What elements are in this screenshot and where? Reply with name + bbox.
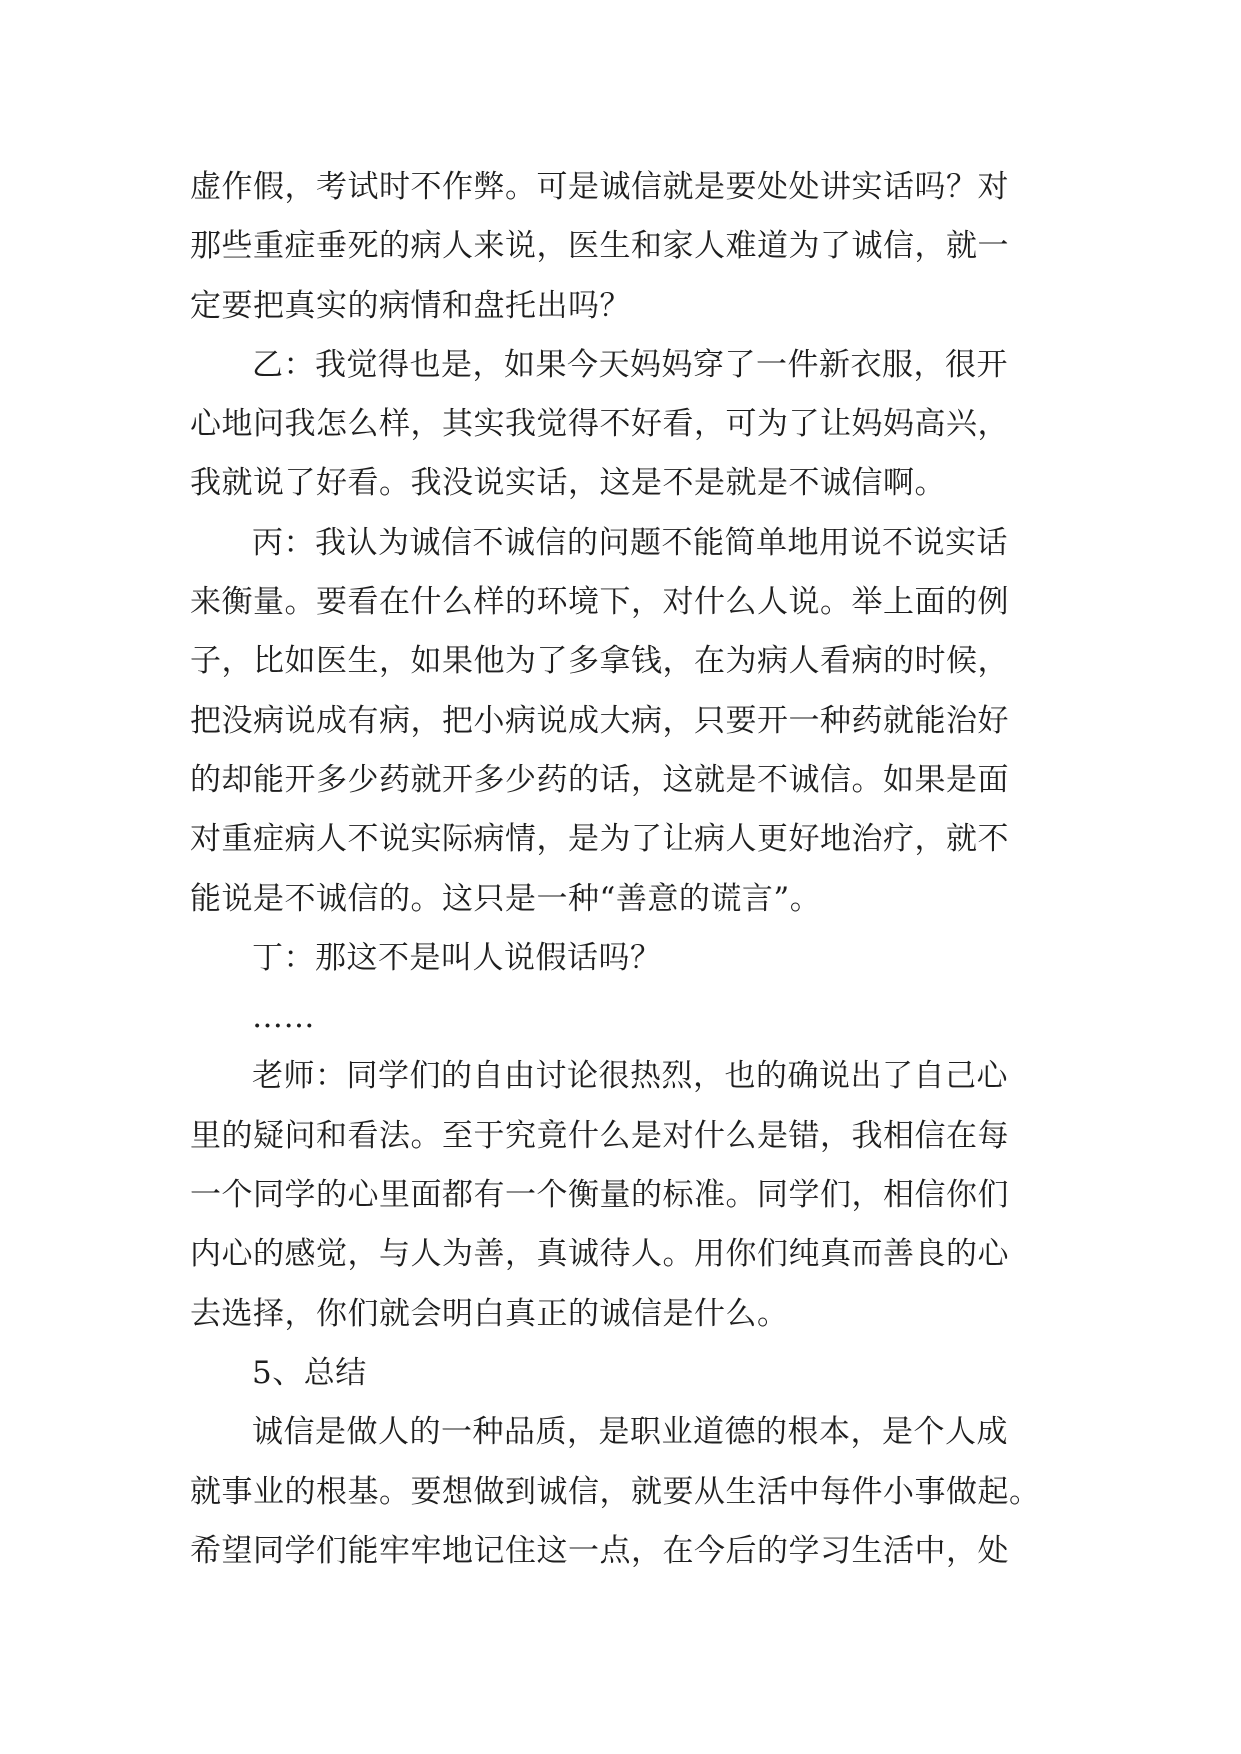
- paragraph-first-line: 老师：同学们的自由讨论很热烈，也的确说出了自己心: [252, 1058, 1008, 1095]
- text-line: 就事业的根基。要想做到诚信，就要从生活中每件小事做起。: [190, 1473, 1041, 1510]
- text-line: 来衡量。要看在什么样的环境下，对什么人说。举上面的例: [190, 584, 1009, 621]
- paragraph-first-line: 丙：我认为诚信不诚信的问题不能简单地用说不说实话: [252, 524, 1008, 561]
- text-line: 虚作假，考试时不作弊。可是诚信就是要处处讲实话吗？对: [190, 169, 1009, 205]
- paragraph-first-line: 丁：那这不是叫人说假话吗？: [252, 939, 662, 976]
- text-line: 心地问我怎么样，其实我觉得不好看，可为了让妈妈高兴，: [190, 406, 1009, 443]
- text-line: 子，比如医生，如果他为了多拿钱，在为病人看病的时候，: [190, 643, 1009, 680]
- text-line: 能说是不诚信的。这只是一种“善意的谎言”。: [190, 880, 822, 917]
- text-line: 去选择，你们就会明白真正的诚信是什么。: [190, 1295, 789, 1332]
- paragraph-first-line: 乙：我觉得也是，如果今天妈妈穿了一件新衣服，很开: [252, 346, 1008, 383]
- text-line: 定要把真实的病情和盘托出吗？: [190, 287, 631, 324]
- text-line: 把没病说成有病，把小病说成大病，只要开一种药就能治好: [190, 702, 1009, 739]
- text-line: 希望同学们能牢牢地记住这一点，在今后的学习生活中，处: [190, 1532, 1009, 1569]
- text-line: 内心的感觉，与人为善，真诚待人。用你们纯真而善良的心: [190, 1236, 1009, 1273]
- text-line: 里的疑问和看法。至于究竟什么是对什么是错，我相信在每: [190, 1117, 1009, 1154]
- text-line: 对重症病人不说实际病情，是为了让病人更好地治疗，就不: [190, 821, 1009, 858]
- text-line: 我就说了好看。我没说实话，这是不是就是不诚信啊。: [190, 465, 946, 502]
- section-heading: 5、总结: [252, 1354, 367, 1391]
- text-line: 那些重症垂死的病人来说，医生和家人难道为了诚信，就一: [190, 228, 1009, 265]
- ellipsis-line: ……: [252, 999, 315, 1036]
- paragraph-first-line: 诚信是做人的一种品质，是职业道德的根本，是个人成: [252, 1414, 1008, 1451]
- text-line: 的却能开多少药就开多少药的话，这就是不诚信。如果是面: [190, 761, 1009, 798]
- text-line: 一个同学的心里面都有一个衡量的标准。同学们，相信你们: [190, 1177, 1009, 1214]
- body-text: [190, 158, 1062, 1581]
